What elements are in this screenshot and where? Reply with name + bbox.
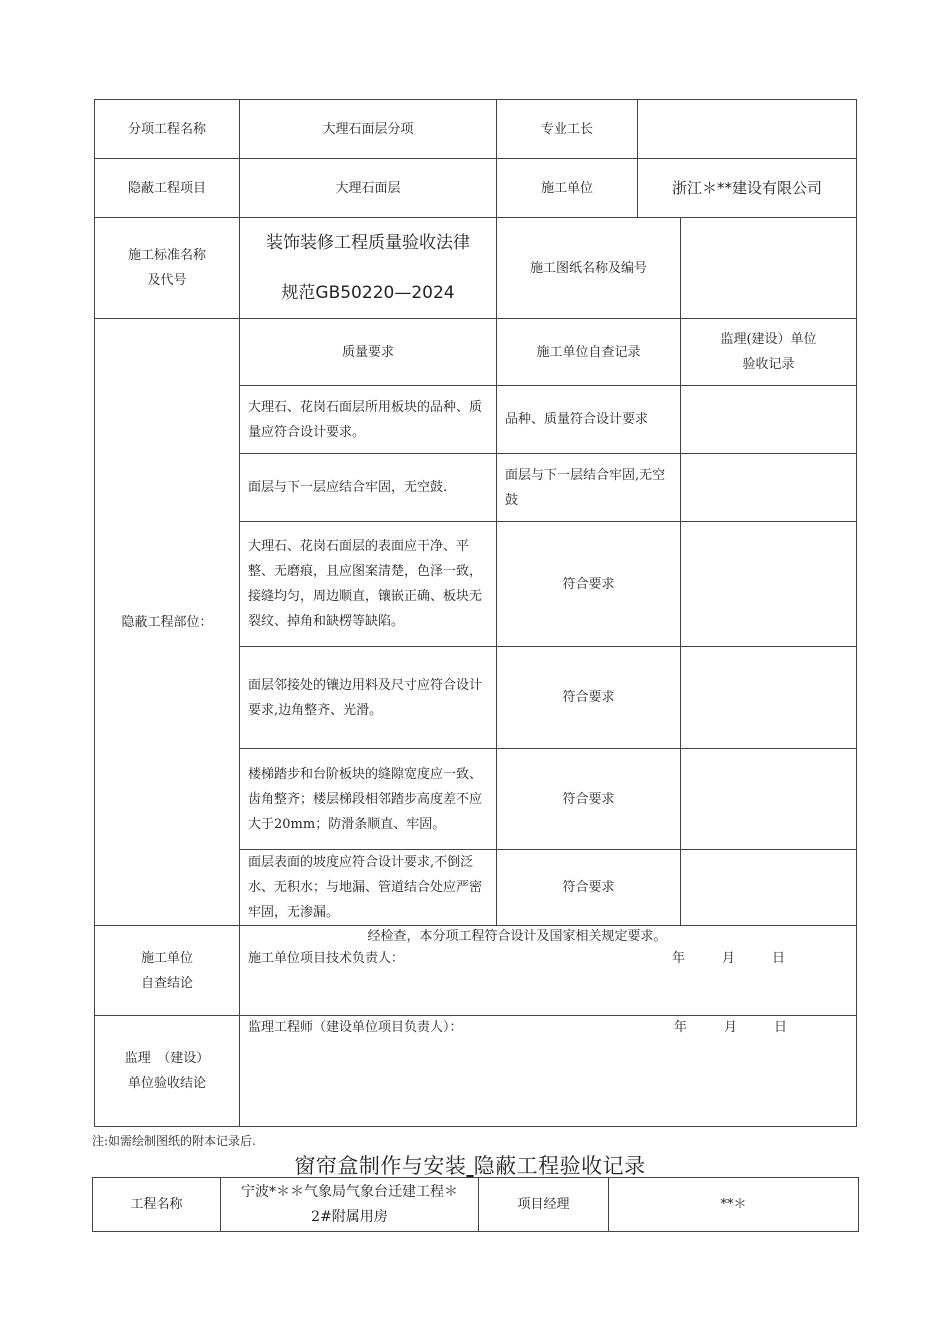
drawing-value [681,218,857,319]
project-name-label: 工程名称 [93,1178,221,1232]
supervision-header-line1: 监理(建设）单位 [720,332,817,347]
requirement-cell: 面层与下一层应结合牢固，无空鼓. [240,454,497,522]
supervision-date [674,1016,788,1040]
supervision-conclusion-label-line2: 单位验收结论 [127,1076,206,1091]
contractor-signature-line [248,948,786,970]
quality-header: 质量要求 [240,319,497,386]
selfcheck-header: 施工单位自查记录 [497,319,681,386]
requirement-cell: 面层邻接处的镶边用料及尺寸应符合设计要求,边角整齐、光滑。 [240,647,497,749]
hidden-item-value: 大理石面层 [240,159,497,218]
second-record-title [0,1150,940,1180]
supervision-cell [681,522,857,647]
selfcheck-cell: 符合要求 [497,647,681,749]
row-subproject [95,100,857,159]
contractor-conclusion-label-line1: 施工单位 [140,950,193,966]
standard-label-line1: 施工标准名称 [127,248,206,263]
contractor-conclusion-label [95,926,240,1016]
foreman-label: 专业工长 [497,100,638,159]
requirement-cell: 大理石、花岗石面层的表面应干净、平整、无磨痕，且应图案清楚，色泽一致，接缝均匀，周边顺直，镶嵌正确、板块无裂纹、掉角和缺楞等缺陷。 [240,522,497,647]
date-day: 日 [774,1020,788,1035]
requirement-cell: 大理石、花岗石面层所用板块的品种、质量应符合设计要求。 [240,386,497,454]
title-part2: 隐蔽工程验收记录 [473,1154,646,1178]
standard-label-line2: 及代号 [147,273,187,288]
manager-value: **＊ [609,1178,859,1232]
supervision-header [681,319,857,386]
manager-label: 项目经理 [479,1178,609,1232]
requirement-cell: 楼梯踏步和台阶板块的缝隙宽度应一致、齿角整齐；楼层梯段相邻踏步高度差不应大于20mm；防滑条顺直、牢固。 [240,749,497,850]
date-month: 月 [724,1020,738,1035]
selfcheck-cell: 符合要求 [497,749,681,850]
contractor-conclusion-label-line2: 自查结论 [140,975,193,991]
supervision-cell [681,454,857,522]
title-part1: 窗帘盒制作与安装 [294,1154,467,1178]
row-project-name [93,1178,859,1232]
date-year: 年 [674,1020,688,1035]
selfcheck-cell: 符合要求 [497,522,681,647]
subproject-label: 分项工程名称 [95,100,240,159]
requirement-cell: 面层表面的坡度应符合设计要求,不倒泛水、无积水；与地漏、管道结合处应严密牢固，无渗漏。 [240,850,497,926]
hidden-part-label: 隐蔽工程部位： [95,319,240,926]
selfcheck-cell: 符合要求 [497,850,681,926]
row-supervision-conclusion [95,1016,857,1127]
date-month: 月 [722,951,736,966]
standard-label [95,218,240,319]
supervision-conclusion-label [95,1016,240,1127]
foreman-value [638,100,857,159]
supervision-cell [681,749,857,850]
supervision-conclusion-content [240,1016,857,1127]
drawing-label: 施工图纸名称及编号 [497,218,681,319]
selfcheck-cell: 品种、质量符合设计要求 [497,386,681,454]
supervision-signature-line [248,1016,788,1040]
supervision-header-line2: 验收记录 [742,357,795,372]
contractor-conclusion-text: 经检查，本分项工程符合设计及国家相关规定要求。 [367,929,667,944]
contractor-signer-label: 施工单位项目技术负责人： [248,951,405,966]
row-contractor-conclusion [95,926,857,1016]
curtain-box-record-table [92,1177,859,1232]
standard-value [240,218,497,319]
date-year: 年 [672,951,686,966]
project-name-value: 宁波*＊＊气象局气象台迁建工程＊2#附属用房 [221,1178,479,1232]
standard-value-line2: 规范GB50220—2024 [281,283,455,303]
supervision-cell [681,647,857,749]
row-quality-header [95,319,857,386]
hidden-item-label: 隐蔽工程项目 [95,159,240,218]
date-day: 日 [772,951,786,966]
supervision-signer-label: 监理工程师（建设单位项目负责人）： [248,1020,463,1035]
contractor-value: 浙江＊**建设有限公司 [638,159,857,218]
supervision-cell [681,386,857,454]
title-underline-gap [466,1154,473,1178]
standard-value-line1: 装饰装修工程质量验收法律 [266,233,470,253]
selfcheck-cell: 面层与下一层结合牢固,无空鼓 [497,454,681,522]
contractor-date [672,948,786,970]
footnote: 注:如需绘制图纸的附本记录后. [92,1134,256,1148]
supervision-cell [681,850,857,926]
hidden-work-record-table [94,99,857,1127]
subproject-value: 大理石面层分项 [240,100,497,159]
supervision-conclusion-label-line1: 监理 （建设） [124,1051,210,1066]
contractor-label: 施工单位 [497,159,638,218]
contractor-conclusion-content [240,926,857,1016]
row-hidden-item [95,159,857,218]
row-standard [95,218,857,319]
